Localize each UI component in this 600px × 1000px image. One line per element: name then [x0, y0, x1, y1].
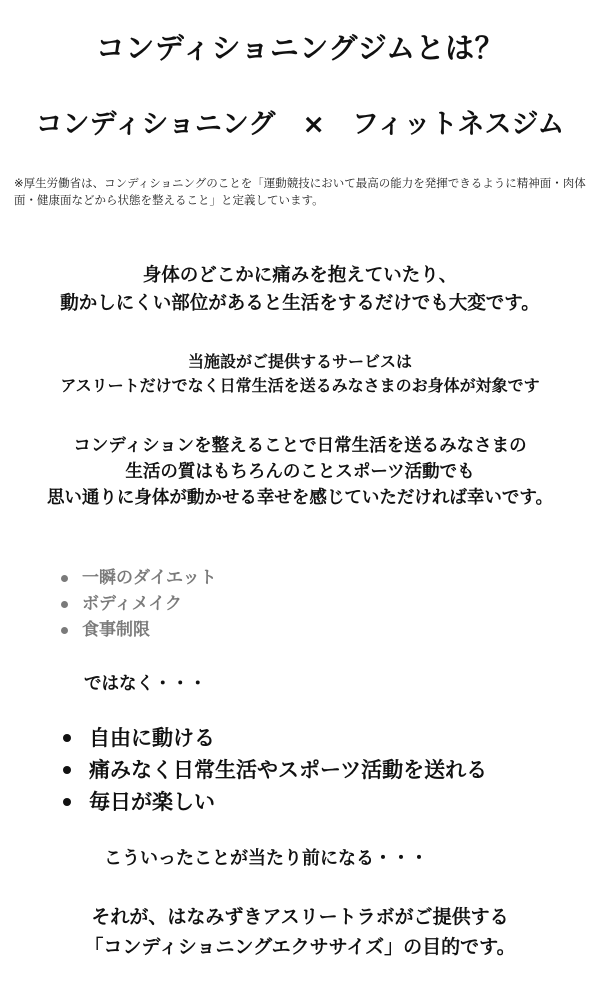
list-item-label: 痛みなく日常生活やスポーツ活動を送れる — [89, 758, 488, 782]
benefit-line: 生活の質はもちろんのことスポーツ活動でも — [125, 462, 475, 482]
intro-line: 身体のどこかに痛みを抱えていたり、 — [142, 265, 458, 286]
intro-line: 動かしにくい部位があると生活をするだけでも大変です。 — [60, 293, 540, 314]
list-item-label: ボディメイク — [82, 594, 182, 614]
bullet-icon — [63, 734, 71, 742]
list-item-label: 毎日が楽しい — [89, 790, 215, 814]
closing-paragraph — [0, 902, 600, 962]
list-item — [60, 786, 487, 818]
emphasis-text: こういったことが当たり前になる・・・ — [104, 848, 428, 869]
list-item-label: 一瞬のダイエット — [82, 568, 217, 588]
list-item-label: 自由に動ける — [89, 726, 215, 750]
list-item-label: 食事制限 — [82, 620, 150, 640]
service-line: アスリートだけでなく日常生活を送るみなさまのお身体が対象です — [60, 376, 540, 395]
intro-paragraph — [0, 262, 600, 318]
closing-line: それが、はなみずきアスリートラボがご提供する — [91, 906, 509, 928]
page-subtitle: コンディショニング × フィットネスジム — [35, 109, 565, 140]
list-item — [58, 565, 217, 591]
list-item — [60, 722, 487, 754]
bullet-icon — [61, 575, 68, 582]
benefit-line: 思い通りに身体が動かせる幸せを感じていただければ幸いです。 — [46, 488, 554, 508]
service-line: 当施設がご提供するサービスは — [187, 352, 412, 371]
service-paragraph — [0, 350, 600, 398]
bullet-icon — [63, 798, 71, 806]
goals-list — [60, 722, 487, 818]
benefit-line: コンディションを整えることで日常生活を送るみなさまの — [73, 436, 527, 456]
list-item — [58, 591, 217, 617]
closing-line: 「コンディショニングエクササイズ」の目的です。 — [84, 936, 516, 958]
bullet-icon — [63, 766, 71, 774]
bullet-icon — [61, 601, 68, 608]
transition-text: ではなく・・・ — [84, 674, 207, 694]
benefit-paragraph — [0, 433, 600, 511]
page-title: コンディショニングジムとは？ — [95, 31, 505, 65]
definition-note: ※厚生労働省は、コンディショニングのことを「運動競技において最高の能力を発揮できるように精神面・肉体面・健康面などから状態を整えること」と定義しています。 — [14, 176, 586, 207]
list-item — [58, 617, 217, 643]
list-item — [60, 754, 487, 786]
bullet-icon — [61, 627, 68, 634]
not-goals-list — [58, 565, 217, 643]
